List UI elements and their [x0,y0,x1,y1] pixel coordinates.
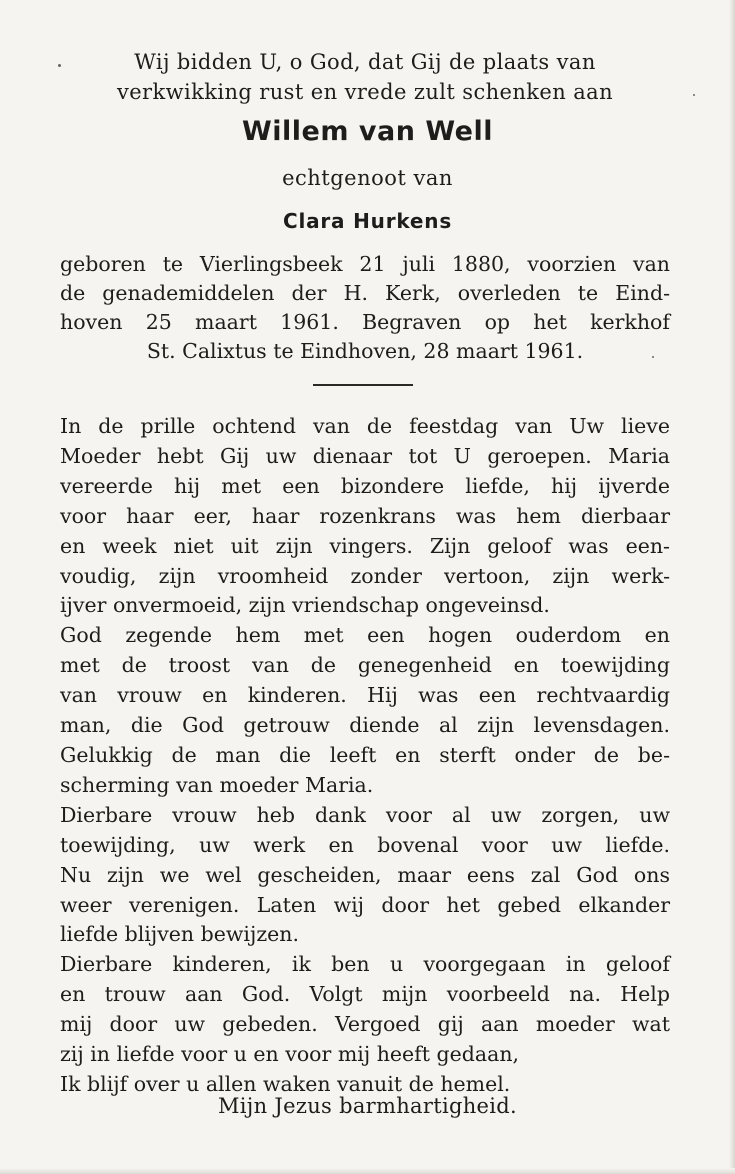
memorial-line: In de prille ochtend van de feestdag van Uw lieve [60,414,670,438]
card-edge-shadow [729,0,735,1174]
memorial-line: mij door uw gebeden. Vergoed gij aan moeder wat [60,1012,670,1037]
relation-label: echtgenoot van [282,166,453,190]
memorial-line: scherming van moeder Maria. [60,772,374,797]
prayer-line: verkwikking rust en vrede zult schenken aan [116,80,614,104]
deceased-name: Willem van Well [242,116,493,147]
memorial-line: weer verenigen. Laten wij door het gebed elkander [60,892,670,917]
memorial-line: Dierbare vrouw heb dank voor al uw zorgen, uw [60,802,670,827]
opening-prayer [60,47,670,107]
divider-rule [313,384,413,386]
memorial-line: Ik blijf over u allen waken vanuit de hemel. [60,1071,511,1096]
memorial-line: en week niet uit zijn vingers. Zijn geloof was een- [60,533,670,558]
memorial-line: en trouw aan God. Volgt mijn voorbeeld na. Help [60,982,670,1007]
print-speck [693,94,695,96]
memorial-line: Moeder hebt Gij uw dienaar tot U geroepen. Maria [60,443,670,468]
memorial-line: Nu zijn we wel gescheiden, maar eens zal God ons [60,862,670,887]
print-speck [652,356,654,358]
biography-line: hoven 25 maart 1961. Begraven op het kerkhof [60,310,670,334]
memorial-line: voor haar eer, haar rozenkrans was hem dierbaar [60,503,670,528]
biography-line: de genademiddelen der H. Kerk, overleden te Eind- [60,281,670,305]
biography-line: geboren te Vierlingsbeek 21 juli 1880, voorzien van [60,252,670,276]
memorial-line: van vrouw en kinderen. Hij was een rechtvaardig [60,683,670,708]
memorial-line: vereerde hij met een bizondere liefde, hij ijverde [60,473,670,498]
prayer-line: Wij bidden U, o God, dat Gij de plaats van [134,50,596,74]
closing-invocation: Mijn Jezus barmhartigheid. [217,1094,517,1118]
memorial-line: voudig, zijn vroomheid zonder vertoon, zijn werk- [60,563,670,588]
memorial-line: Dierbare kinderen, ik ben u voorgegaan in geloof [60,952,670,977]
memorial-line: God zegende hem met een hogen ouderdom en [60,623,670,648]
memorial-line: man, die God getrouw diende al zijn levensdagen. [60,713,670,738]
memorial-line: liefde blijven bewijzen. [60,922,299,947]
spouse-name: Clara Hurkens [282,209,453,233]
memorial-line: Gelukkig de man die leeft en sterft onder de be- [60,742,670,767]
biography-line: St. Calixtus te Eindhoven, 28 maart 1961. [146,339,584,363]
print-speck [58,64,61,67]
memorial-line: ijver onvermoeid, zijn vriendschap ongeveinsd. [60,593,550,618]
biography [60,250,670,366]
memorial-line: toewijding, uw werk en bovenal voor uw liefde. [60,832,670,857]
memorial-line: zij in liefde voor u en voor mij heeft gedaan, [60,1042,520,1067]
memorial-text [60,412,670,1100]
card-edge-shadow [0,1168,735,1174]
memorial-line: met de troost van de genegenheid en toewijding [60,653,670,678]
